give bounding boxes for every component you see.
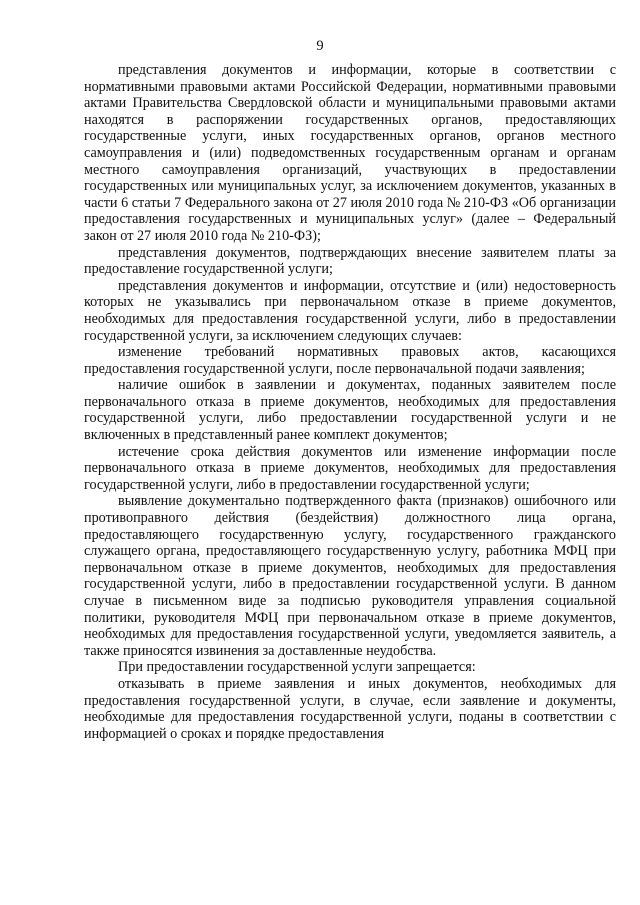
page-number: 9 [316,38,324,54]
paragraph: изменение требований нормативных правовых актов, касающихся предоставления государственной услуги, после первоначальной подачи заявления; [84,344,616,377]
paragraph: наличие ошибок в заявлении и документах, поданных заявителем после первоначального отказа в приеме документов, необходимых для предоставления государственной услуги, либо предоставлении государственной услуги и не включенных в представленный ранее комплект документов; [84,377,616,444]
paragraph: истечение срока действия документов или изменение информации после первоначального отказа в приеме документов, необходимых для предоставления государственной услуги, либо в предоставлении государственной услуги; [84,443,616,493]
paragraph: выявление документально подтвержденного факта (признаков) ошибочного или противоправного действия (бездействия) должностного лица органа, предоставляющего государственную услугу, государственного гражданского служащего органа, предоставляющего государственную услугу, работника МФЦ при первоначальном отказе в приеме документов, необходимых для предоставления государственной услуги, либо в предоставлении государственной услуги. В данном случае в письменном виде за подписью руководителя управления социальной политики, руководителя МФЦ при первоначальном отказе в приеме документов, необходимых для предоставления государственной услуги, уведомляется заявитель, а также приносятся извинения за доставленные неудобства. [84,493,616,659]
paragraph: отказывать в приеме заявления и иных документов, необходимых для предоставления государственной услуги, в случае, если заявление и документы, необходимые для предоставления государственной услуги, поданы в соответствии с информацией о сроках и порядке предоставления [84,675,616,742]
paragraph: При предоставлении государственной услуги запрещается: [118,659,476,676]
paragraph: представления документов, подтверждающих внесение заявителем платы за предоставление государственной услуги; [84,244,616,278]
paragraph: представления документов и информации, отсутствие и (или) недостоверность которых не указывались при первоначальном отказе в приеме документов, необходимых для предоставления государственной услуги, либо в предоставлении государственной услуги, за исключением следующих случаев: [84,277,616,344]
paragraph: представления документов и информации, которые в соответствии с нормативными правовыми актами Российской Федерации, нормативными правовыми актами Правительства Свердловской области и муниципальными правовыми актами находятся в распоряжении государственных органов, предоставляющих государственные услуги, иных государственных органов, органов местного самоуправления и (или) подведомственных государственным органам и органам местного самоуправления организаций, участвующих в предоставлении государственных или муниципальных услуг, за исключением документов, указанных в части 6 статьи 7 Федерального закона от 27 июля 2010 года № 210-ФЗ «Об организации предоставления государственных и муниципальных услуг» (далее – Федеральный закон от 27 июля 2010 года № 210-ФЗ); [84,62,616,244]
document-body [84,62,616,742]
